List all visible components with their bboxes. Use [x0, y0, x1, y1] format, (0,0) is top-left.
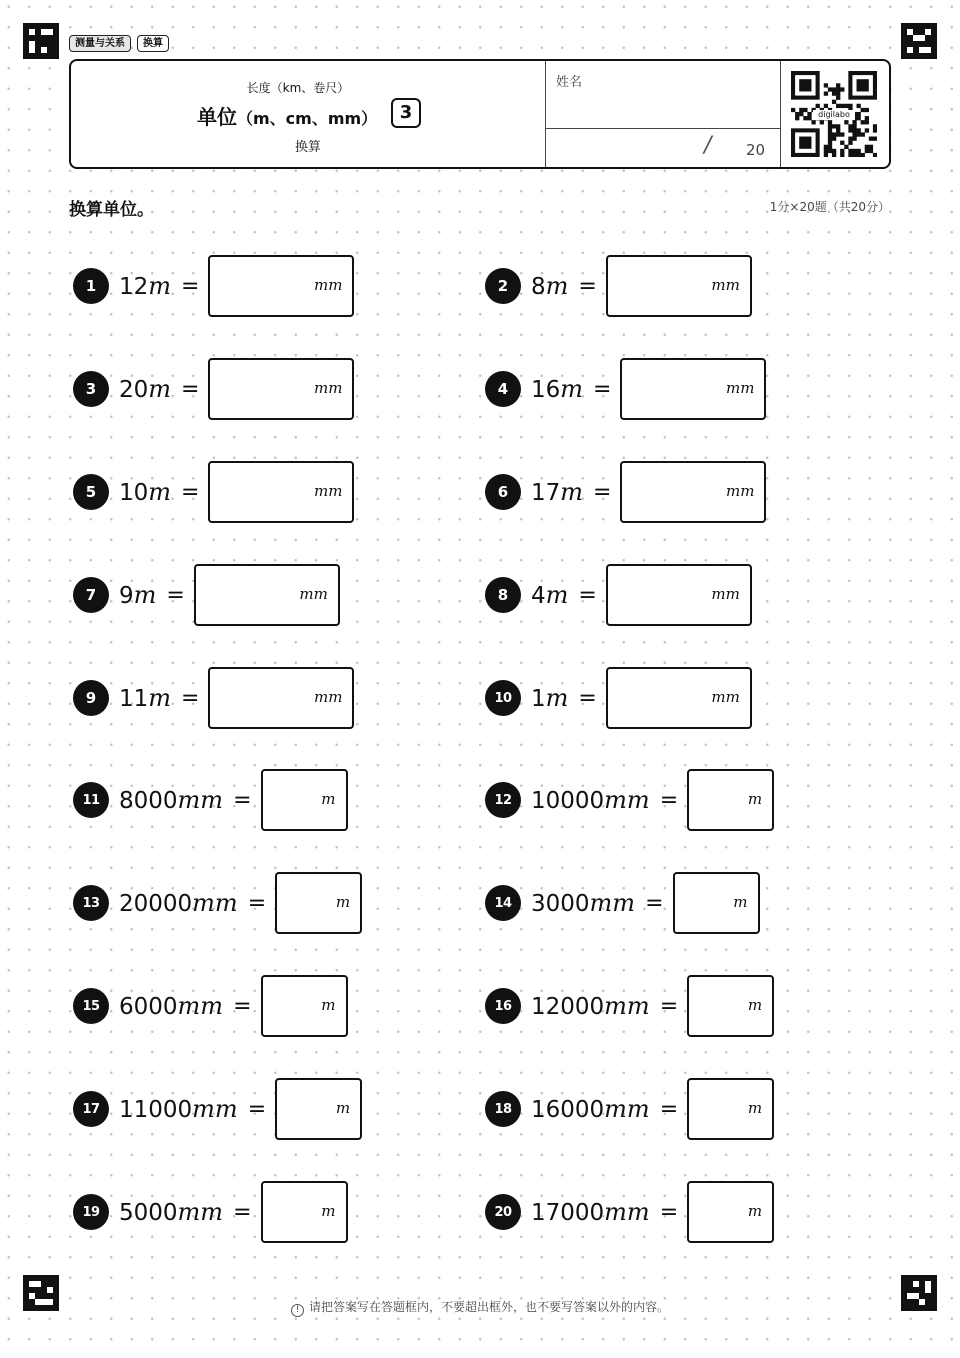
equals-sign: =	[247, 1096, 267, 1122]
problem-number: 17	[73, 1091, 109, 1127]
answer-box[interactable]	[687, 1078, 774, 1140]
problem-number: 4	[485, 371, 521, 407]
problem-item	[485, 1181, 774, 1243]
answer-unit: m	[335, 893, 351, 911]
problem-value: 12000	[531, 994, 605, 1020]
problem-number: 7	[73, 577, 109, 613]
problem-number: 3	[73, 371, 109, 407]
problem-number: 11	[73, 782, 109, 818]
problem-number: 13	[73, 885, 109, 921]
problem-from-unit: mm	[177, 1198, 224, 1226]
problem-from-unit: m	[148, 375, 172, 403]
problem-item	[485, 1078, 774, 1140]
problem-item	[485, 564, 752, 626]
answer-box[interactable]	[261, 975, 348, 1037]
problem-expression	[531, 992, 650, 1020]
problem-number: 19	[73, 1194, 109, 1230]
score-slash: /	[704, 133, 712, 158]
title-area	[71, 61, 545, 167]
equals-sign: =	[166, 582, 185, 608]
problem-value: 12	[119, 274, 149, 300]
equals-sign: =	[181, 376, 200, 402]
answer-box[interactable]	[606, 564, 752, 626]
answer-unit: mm	[711, 688, 740, 706]
problem-value: 3000	[531, 891, 590, 917]
corner-marker-top-right	[901, 23, 937, 59]
problem-from-unit: m	[560, 478, 584, 506]
problem-expression	[119, 684, 171, 712]
equals-sign: =	[181, 273, 200, 299]
qr-label: digilabo	[813, 110, 855, 120]
problem-expression	[531, 375, 583, 403]
problem-from-unit: mm	[192, 889, 238, 917]
problem-item	[73, 1078, 362, 1140]
problem-item	[73, 872, 362, 934]
answer-box[interactable]	[687, 769, 774, 831]
problem-expression	[119, 786, 223, 814]
equals-sign: =	[233, 787, 252, 813]
answer-unit: mm	[314, 276, 343, 294]
problem-value: 20000	[119, 891, 193, 917]
problem-from-unit: mm	[604, 1095, 650, 1123]
problem-from-unit: m	[545, 272, 569, 300]
problem-number: 12	[485, 782, 521, 818]
equals-sign: =	[578, 273, 597, 299]
equals-sign: =	[659, 787, 679, 813]
problem-item	[485, 872, 760, 934]
problem-number: 5	[73, 474, 109, 510]
answer-unit: m	[321, 790, 336, 808]
problem-value: 17000	[531, 1200, 605, 1226]
equals-sign: =	[659, 1199, 679, 1225]
answer-unit: mm	[711, 585, 740, 603]
problem-expression	[531, 1198, 650, 1226]
problem-expression	[119, 581, 156, 609]
answer-unit: mm	[314, 688, 343, 706]
problem-item	[485, 667, 752, 729]
problem-from-unit: mm	[177, 786, 224, 814]
problem-number: 18	[485, 1091, 521, 1127]
problem-item	[485, 358, 766, 420]
answer-box[interactable]	[208, 461, 354, 523]
problem-from-unit: m	[133, 581, 157, 609]
answer-box[interactable]	[606, 667, 752, 729]
level-badge: 3	[391, 98, 421, 128]
problem-expression	[531, 581, 568, 609]
footer-note	[0, 1298, 960, 1317]
problem-expression	[531, 272, 568, 300]
problem-number: 2	[485, 268, 521, 304]
problem-item	[73, 975, 348, 1037]
problem-expression	[531, 1095, 650, 1123]
problem-number: 15	[73, 988, 109, 1024]
answer-box[interactable]	[208, 667, 354, 729]
problem-expression	[531, 478, 583, 506]
answer-unit: mm	[711, 276, 740, 294]
answer-unit: m	[747, 1202, 763, 1220]
problem-value: 5000	[119, 1200, 178, 1226]
problem-from-unit: mm	[177, 992, 224, 1020]
problem-item	[73, 564, 340, 626]
problem-from-unit: m	[148, 684, 172, 712]
answer-unit: m	[747, 790, 763, 808]
problem-value: 11000	[119, 1097, 193, 1123]
problem-item	[73, 255, 354, 317]
problem-expression	[531, 786, 650, 814]
tag-subcategory: 换算	[137, 35, 169, 52]
problem-from-unit: m	[545, 581, 569, 609]
info-icon: !	[291, 1304, 304, 1317]
problem-value: 1	[531, 686, 546, 712]
equals-sign: =	[233, 1199, 252, 1225]
problem-item	[485, 461, 766, 523]
answer-box[interactable]	[687, 975, 774, 1037]
problem-item	[485, 769, 774, 831]
problem-value: 6000	[119, 994, 178, 1020]
corner-marker-top-left	[23, 23, 59, 59]
qr-code	[791, 71, 877, 157]
problem-item	[73, 769, 348, 831]
problem-expression	[119, 992, 223, 1020]
problem-expression	[119, 1198, 223, 1226]
problem-item	[73, 667, 354, 729]
name-label: 姓名	[556, 75, 583, 90]
title-units: （m、cm、mm）	[237, 109, 378, 128]
problem-item	[73, 461, 354, 523]
problem-item	[73, 358, 354, 420]
answer-unit: m	[321, 1202, 336, 1220]
worksheet-subtitle: 长度（km、卷尺）	[246, 81, 350, 95]
problem-from-unit: mm	[589, 889, 636, 917]
equals-sign: =	[659, 1096, 679, 1122]
name-divider	[546, 128, 780, 129]
answer-unit: mm	[314, 482, 343, 500]
equals-sign: =	[181, 479, 200, 505]
instruction-text: 换算单位。	[69, 200, 154, 220]
problem-item	[485, 255, 752, 317]
problem-from-unit: m	[545, 684, 569, 712]
worksheet-caption: 换算	[295, 140, 322, 155]
problem-number: 8	[485, 577, 521, 613]
problem-expression	[531, 889, 635, 917]
problem-value: 10	[119, 480, 149, 506]
answer-unit: m	[321, 996, 336, 1014]
problem-number: 14	[485, 885, 521, 921]
problem-value: 8000	[119, 788, 178, 814]
problem-from-unit: mm	[604, 786, 650, 814]
problem-expression	[119, 272, 171, 300]
problem-value: 10000	[531, 788, 605, 814]
problem-number: 6	[485, 474, 521, 510]
problem-value: 11	[119, 686, 149, 712]
problem-number: 1	[73, 268, 109, 304]
problem-value: 16000	[531, 1097, 605, 1123]
equals-sign: =	[578, 582, 597, 608]
problem-value: 16	[531, 377, 561, 403]
answer-unit: m	[747, 996, 763, 1014]
answer-unit: mm	[726, 379, 755, 397]
problem-from-unit: m	[560, 375, 584, 403]
scoring-note: 1分×20题（共20分）	[769, 200, 890, 214]
equals-sign: =	[233, 993, 252, 1019]
answer-unit: m	[335, 1099, 351, 1117]
answer-box[interactable]	[261, 1181, 348, 1243]
problem-expression	[119, 478, 171, 506]
equals-sign: =	[659, 993, 679, 1019]
problem-number: 20	[485, 1194, 521, 1230]
problem-value: 8	[531, 274, 546, 300]
category-tags	[69, 35, 169, 52]
problem-item	[73, 1181, 348, 1243]
problem-number: 16	[485, 988, 521, 1024]
problem-value: 9	[119, 583, 134, 609]
problem-expression	[119, 1095, 238, 1123]
answer-box[interactable]	[208, 255, 354, 317]
name-score-area	[545, 61, 781, 167]
problem-from-unit: m	[148, 272, 172, 300]
answer-unit: m	[747, 1099, 763, 1117]
footer-text: 请把答案写在答题框内，不要超出框外，也不要写答案以外的内容。	[308, 1300, 669, 1314]
answer-box[interactable]	[687, 1181, 774, 1243]
answer-unit: mm	[726, 482, 755, 500]
equals-sign: =	[247, 890, 267, 916]
problem-number: 9	[73, 680, 109, 716]
problem-from-unit: mm	[604, 1198, 650, 1226]
worksheet-title	[197, 101, 377, 130]
answer-unit: mm	[299, 585, 328, 603]
problem-item	[485, 975, 774, 1037]
answer-box[interactable]	[620, 358, 766, 420]
equals-sign: =	[593, 479, 612, 505]
answer-box[interactable]	[673, 872, 760, 934]
score-total: 20	[746, 141, 766, 159]
problem-number: 10	[485, 680, 521, 716]
title-text: 单位	[197, 105, 237, 129]
answer-box[interactable]	[606, 255, 752, 317]
answer-box[interactable]	[208, 358, 354, 420]
tag-category: 测量与关系	[69, 35, 131, 52]
problem-value: 4	[531, 583, 546, 609]
answer-unit: m	[733, 893, 748, 911]
equals-sign: =	[181, 685, 200, 711]
problem-from-unit: m	[148, 478, 172, 506]
problem-expression	[531, 684, 568, 712]
problem-expression	[119, 375, 171, 403]
problem-value: 20	[119, 377, 149, 403]
problem-from-unit: mm	[192, 1095, 238, 1123]
problem-expression	[119, 889, 238, 917]
problem-from-unit: mm	[604, 992, 650, 1020]
answer-box[interactable]	[194, 564, 340, 626]
answer-box[interactable]	[620, 461, 766, 523]
answer-box[interactable]	[261, 769, 348, 831]
equals-sign: =	[578, 685, 597, 711]
problem-value: 17	[531, 480, 561, 506]
answer-box[interactable]	[275, 872, 362, 934]
equals-sign: =	[593, 376, 612, 402]
answer-unit: mm	[314, 379, 343, 397]
answer-box[interactable]	[275, 1078, 362, 1140]
worksheet-header	[69, 59, 891, 169]
equals-sign: =	[645, 890, 664, 916]
